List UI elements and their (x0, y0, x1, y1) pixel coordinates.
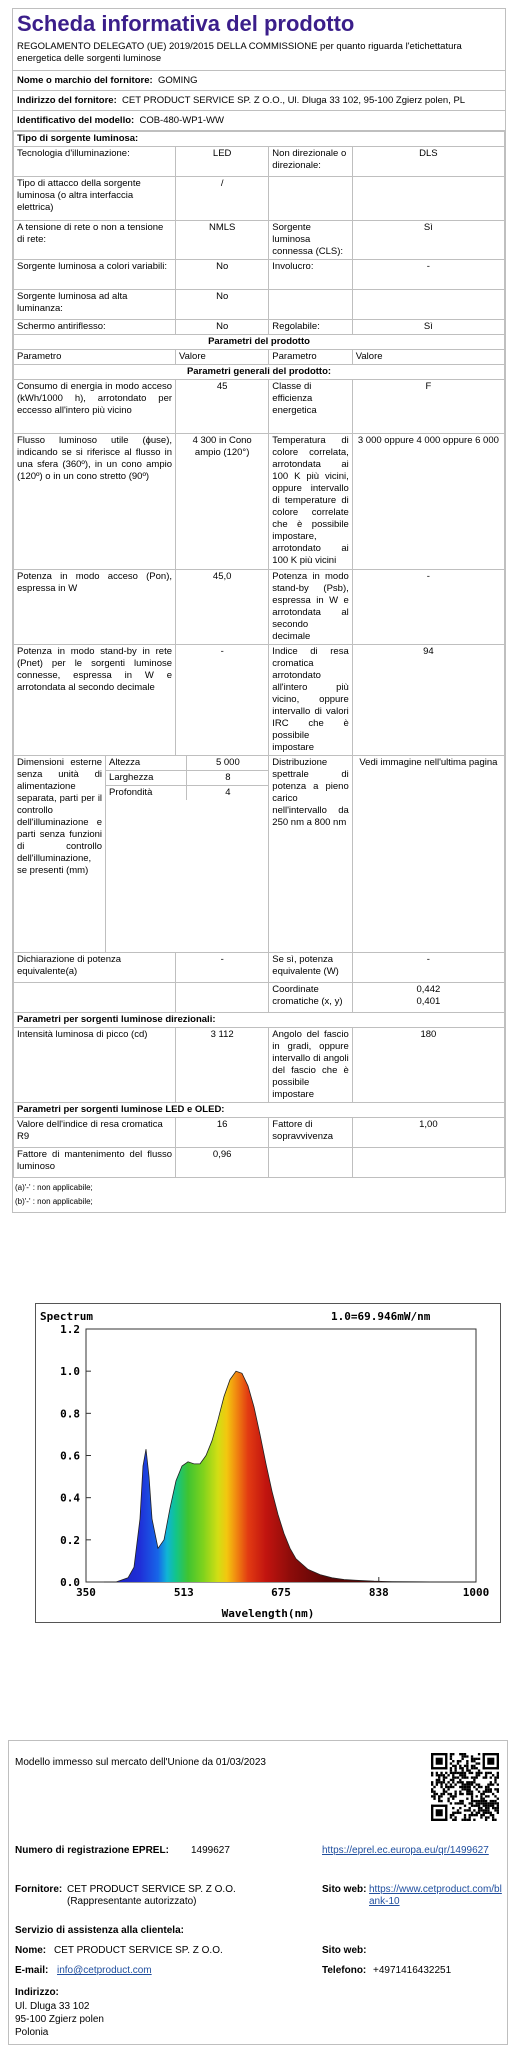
address-line: 95-100 Zgierz polen (15, 2014, 104, 2025)
source-type-table (13, 131, 505, 1178)
general-params-heading: Parametri generali del prodotto: (14, 365, 505, 380)
param-label: Fattore di sopravvivenza (269, 1118, 352, 1148)
spec-value: No (176, 290, 269, 320)
model-row (13, 111, 505, 131)
spec-label: A tensione di rete o non a tensione di rete: (14, 221, 176, 260)
param-label: Se sì, potenza equivalente (W) (269, 953, 352, 983)
col-header-value: Valore (176, 350, 269, 365)
qr-code-icon (431, 1753, 499, 1821)
spectrum-area (104, 1371, 476, 1582)
placed-on-market: Modello immesso sul mercato dell'Unione da 01/03/2023 (15, 1757, 266, 1768)
spec-value (352, 290, 504, 320)
param-label: Consumo di energia in modo acceso (kWh/1000 h), arrotondato per eccesso all'intero più vicino (14, 380, 176, 434)
col-header-param: Parametro (14, 350, 176, 365)
chart-title: Spectrum (40, 1310, 93, 1323)
spec-label: Tipo di attacco della sorgente luminosa (o altra interfaccia elettrica) (14, 177, 176, 221)
param-label: Temperatura di colore correlata, arrotondata ai 100 K più vicini, oppure intervallo di temperature di colore correlate che è possibile impostare, arrotondato ai 100 K più vicini (269, 434, 352, 570)
y-tick-label: 0.6 (60, 1449, 80, 1463)
spec-label: Regolabile: (269, 320, 352, 335)
spec-value: LED (176, 147, 269, 177)
y-tick-label: 0.8 (60, 1407, 80, 1421)
dimensions-table (14, 756, 268, 952)
brand-label: Nome o marchio del fornitore: (17, 75, 153, 86)
param-value: 0,96 (176, 1148, 269, 1178)
address-value: CET PRODUCT SERVICE SP. Z O.O., Ul. Dluga 33 102, 95-100 Zgierz polen, PL (122, 95, 466, 106)
param-label: Valore dell'indice di resa cromatica R9 (14, 1118, 176, 1148)
y-tick-label: 0.0 (60, 1576, 80, 1589)
x-tick-label: 838 (368, 1586, 389, 1599)
y-tick-label: 1.0 (60, 1365, 80, 1379)
dim-name: Profondità (106, 786, 187, 801)
phone-value: +4971416432251 (373, 1965, 452, 1976)
param-label: Flusso luminoso utile (ɸuse), indicando se si riferisce al flusso in una sfera (360º), in un cono ampio (120º) o in un cono stretto (90º) (14, 434, 176, 570)
spec-value: Sì (352, 320, 504, 335)
spec-value (352, 177, 504, 221)
param-value: 3 112 (176, 1028, 269, 1103)
footnote: (b)'-' : non applicabile; (15, 1197, 93, 1206)
spec-value: No (176, 260, 269, 290)
dim-value: 5 000 (187, 756, 268, 771)
spec-label: Non direzionale o direzionale: (269, 147, 352, 177)
spec-value: NMLS (176, 221, 269, 260)
model-label: Identificativo del modello: (17, 115, 135, 126)
y-tick-label: 0.4 (60, 1491, 80, 1505)
address-line: Ul. Dluga 33 102 (15, 2001, 90, 2012)
regulation-text: REGOLAMENTO DELEGATO (UE) 2019/2015 DELLA COMMISSIONE per quanto riguarda l'etichettatura energetica delle sorgenti luminose (13, 37, 505, 71)
spec-label: Sorgente luminosa a colori variabili: (14, 260, 176, 290)
param-label: Intensità luminosa di picco (cd) (14, 1028, 176, 1103)
x-tick-label: 513 (173, 1586, 194, 1599)
y-tick-label: 1.2 (60, 1323, 80, 1336)
brand-value: GOMING (157, 75, 198, 86)
eprel-link[interactable]: https://eprel.ec.europa.eu/qr/1499627 (322, 1845, 489, 1856)
spec-label: Schermo antiriflesso: (14, 320, 176, 335)
param-value: 1,00 (352, 1118, 504, 1148)
supplier-label: Fornitore: (15, 1884, 63, 1895)
address-label: Indirizzo: (15, 1987, 59, 1998)
footnote: (a)'-' : non applicabile; (15, 1183, 93, 1192)
params-heading: Parametri del prodotto (14, 335, 505, 350)
spec-label: Sorgente luminosa connessa (CLS): (269, 221, 352, 260)
param-value: 45,0 (176, 570, 269, 645)
param-label: Potenza in modo stand-by (Psb), espressa in W e arrotondata al secondo decimale (269, 570, 352, 645)
x-axis-label: Wavelength(nm) (221, 1607, 315, 1620)
chroma-value (352, 983, 504, 1013)
product-info-sheet (12, 8, 506, 1213)
dim-value: 4 (187, 786, 268, 801)
spec-value: DLS (352, 147, 504, 177)
chroma-x: 0,442 (416, 984, 441, 995)
spec-label: Tecnologia d'illuminazione: (14, 147, 176, 177)
page-title: Scheda informativa del prodotto (17, 11, 355, 36)
param-label: Fattore di mantenimento del flusso luminoso (14, 1148, 176, 1178)
dimensions-cell (14, 756, 269, 953)
dim-name: Altezza (106, 756, 187, 771)
dimensions-label: Dimensioni esterne senza unità di alimentazione separata, parti per il controllo dell'illuminazione e parti senza funzioni di controllo dell'illuminazione, se presenti (mm) (14, 756, 106, 952)
email-label: E-mail: (15, 1965, 49, 1976)
param-label: Indice di resa cromatica arrotondato all'intero più vicino, oppure intervallo di valori IRC che è possibile impostare (269, 645, 352, 756)
chroma-y: 0,401 (416, 996, 441, 1007)
param-value: - (352, 570, 504, 645)
param-value: 3 000 oppure 4 000 oppure 6 000 (352, 434, 504, 570)
spec-value: Sì (352, 221, 504, 260)
source-type-heading: Tipo di sorgente luminosa: (14, 132, 505, 147)
chart-annotation: 1.0=69.946mW/nm (331, 1310, 431, 1323)
col-header-param: Parametro (269, 350, 352, 365)
param-label: Classe di efficienza energetica (269, 380, 352, 434)
empty-cell (176, 983, 269, 1013)
equiv-label: Dichiarazione di potenza equivalente(a) (17, 954, 122, 977)
spec-label: Involucro: (269, 260, 352, 290)
param-label: Coordinate cromatiche (x, y) (269, 983, 352, 1013)
param-label: Angolo del fascio in gradi, oppure intervallo di angoli del fascio che è possibile impostare (269, 1028, 352, 1103)
param-value: - (176, 645, 269, 756)
phone-label: Telefono: (322, 1965, 367, 1976)
spectrum-chart (35, 1303, 501, 1623)
spec-value: / (176, 177, 269, 221)
param-label: Potenza in modo acceso (Pon), espressa in W (14, 570, 176, 645)
site-link[interactable]: https://www.cetproduct.com/blank-10 (369, 1884, 502, 1907)
spec-label: Sorgente luminosa ad alta luminanza: (14, 290, 176, 320)
name-value: CET PRODUCT SERVICE SP. Z O.O. (54, 1945, 223, 1956)
model-value: COB-480-WP1-WW (139, 115, 224, 126)
footnotes (13, 1178, 505, 1212)
y-tick-label: 0.2 (60, 1533, 80, 1547)
spec-value: No (176, 320, 269, 335)
spectrum-svg (36, 1304, 500, 1622)
eprel-label: Numero di registrazione EPREL: (15, 1845, 169, 1856)
param-label (269, 1148, 352, 1178)
spec-value: - (352, 260, 504, 290)
empty-cell (14, 983, 176, 1013)
directional-heading: Parametri per sorgenti luminose direzionali: (14, 1013, 505, 1028)
col-header-value: Valore (352, 350, 504, 365)
site2-label: Sito web: (322, 1945, 367, 1956)
spectral-label: Distribuzione spettrale di potenza a pieno carico nell'intervallo da 250 nm a 800 nm (269, 756, 352, 953)
spec-label (269, 290, 352, 320)
supplier-value: CET PRODUCT SERVICE SP. Z O.O. (Rappresentante autorizzato) (67, 1884, 236, 1907)
param-label: Potenza in modo stand-by in rete (Pnet) per le sorgenti luminose connesse, espressa in W e arrotondata al secondo decimale (14, 645, 176, 756)
x-tick-label: 1000 (462, 1586, 490, 1599)
address-line: Polonia (15, 2027, 49, 2038)
spectral-value: Vedi immagine nell'ultima pagina (352, 756, 504, 953)
supplier-address-row (13, 91, 505, 111)
param-value: F (352, 380, 504, 434)
param-value (352, 1148, 504, 1178)
param-value: - (352, 953, 504, 983)
param-value: 94 (352, 645, 504, 756)
x-tick-label: 350 (76, 1586, 96, 1599)
address-block (15, 2000, 104, 2039)
address-label: Indirizzo del fornitore: (17, 95, 117, 106)
x-tick-label: 675 (271, 1586, 291, 1599)
param-value: 180 (352, 1028, 504, 1103)
param-value: 4 300 in Cono ampio (120°) (176, 434, 269, 570)
name-label: Nome: (15, 1945, 47, 1956)
spec-label (269, 177, 352, 221)
param-value: - (176, 953, 269, 983)
service-heading: Servizio di assistenza alla clientela: (15, 1925, 184, 1936)
param-value: 45 (176, 380, 269, 434)
param-value: 16 (176, 1118, 269, 1148)
market-info-card (8, 1740, 508, 2045)
dim-value: 8 (187, 771, 268, 786)
led-heading: Parametri per sorgenti luminose LED e OLED: (14, 1103, 505, 1118)
supplier-brand-row (13, 71, 505, 91)
site-label: Sito web: (322, 1884, 367, 1895)
param-label (14, 953, 176, 983)
dim-name: Larghezza (106, 771, 187, 786)
email-link[interactable]: info@cetproduct.com (57, 1965, 152, 1976)
eprel-value: 1499627 (191, 1845, 230, 1856)
